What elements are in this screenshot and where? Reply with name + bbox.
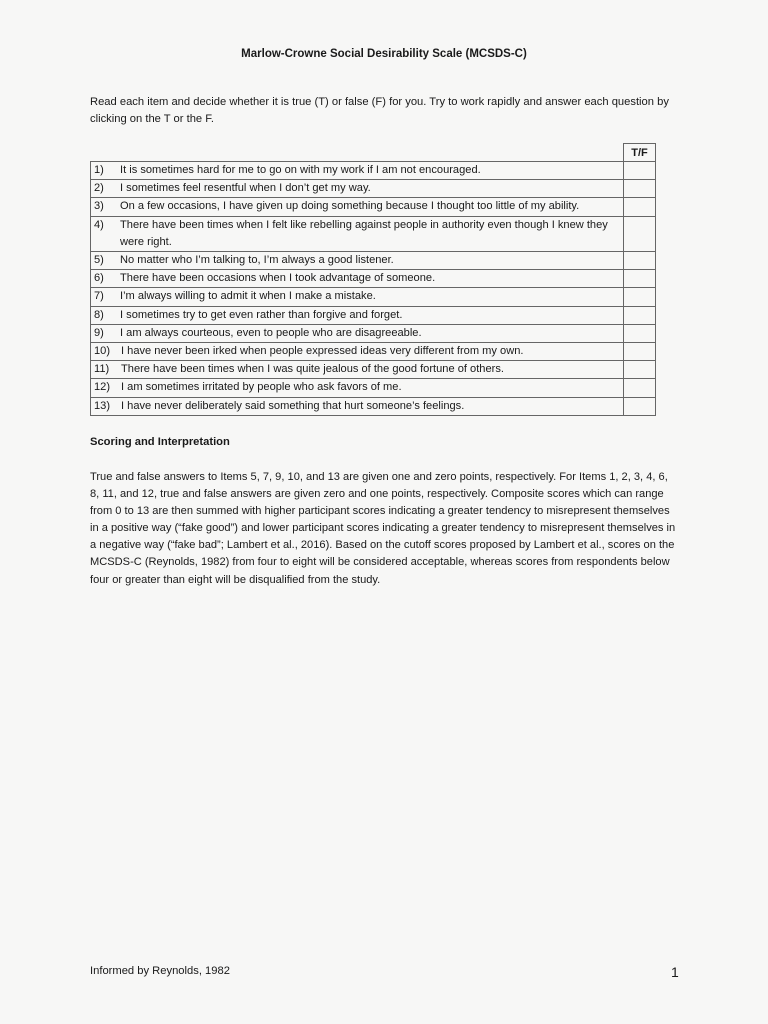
question-text: I sometimes feel resentful when I don’t get my way. xyxy=(120,182,371,195)
question-number: 7) xyxy=(94,290,104,303)
tf-answer-cell[interactable] xyxy=(624,361,656,379)
questionnaire-items xyxy=(91,162,656,416)
question-cell xyxy=(91,288,624,306)
question-text: I have never been irked when people expressed ideas very different from my own. xyxy=(121,345,524,358)
tf-answer-cell[interactable] xyxy=(624,216,656,251)
question-row xyxy=(91,397,656,415)
question-number: 2) xyxy=(94,182,104,195)
question-number: 3) xyxy=(94,200,104,213)
header-spacer xyxy=(91,144,624,162)
question-cell xyxy=(91,324,624,342)
question-row xyxy=(91,343,656,361)
question-text: I am always courteous, even to people who are disagreeable. xyxy=(120,326,422,339)
question-number: 11) xyxy=(94,363,110,376)
question-cell xyxy=(91,379,624,397)
tf-answer-cell[interactable] xyxy=(624,180,656,198)
question-cell xyxy=(91,361,624,379)
tf-answer-cell[interactable] xyxy=(624,397,656,415)
question-number: 4) xyxy=(94,218,104,231)
question-text: There have been occasions when I took advantage of someone. xyxy=(120,272,436,285)
document-title: Marlow-Crowne Social Desirability Scale (MCSDS-C) xyxy=(241,48,527,60)
question-text: No matter who I’m talking to, I’m always a good listener. xyxy=(120,254,394,267)
scoring-heading: Scoring and Interpretation xyxy=(90,436,230,448)
question-number: 6) xyxy=(94,272,104,285)
question-cell xyxy=(91,270,624,288)
question-row xyxy=(91,379,656,397)
question-cell xyxy=(91,343,624,361)
scoring-paragraph: True and false answers to Items 5, 7, 9, 10, and 13 are given one and zero points, respectively. For Items 1, 2, 3, 4, 6, 8, 11, and 12, true and false answers are given zero and one points, respectively. Composite scores which can range from 0 to 13 are then summed with higher participant scores indicating a greater tendency to misrepresent themselves in a positive way (“fake good”) and lower participant scores indicating a greater tendency to misrepresent themselves in a negative way (“fake bad”; Lambert et al., 2016). Based on the cutoff scores proposed by Lambert et al., scores on the MCSDS-C (Reynolds, 1982) from four to eight will be considered acceptable, whereas scores from respondents below four or greater than eight will be disqualified from the study. xyxy=(90,471,676,586)
question-cell xyxy=(91,198,624,216)
footer-source: Informed by Reynolds, 1982 xyxy=(90,965,230,977)
question-row xyxy=(91,324,656,342)
tf-answer-cell[interactable] xyxy=(624,198,656,216)
tf-answer-cell[interactable] xyxy=(624,324,656,342)
tf-column-header: T/F xyxy=(624,144,656,162)
question-number: 12) xyxy=(94,381,111,394)
question-row xyxy=(91,361,656,379)
question-text: I’m always willing to admit it when I make a mistake. xyxy=(120,290,376,303)
tf-answer-cell[interactable] xyxy=(624,306,656,324)
tf-answer-cell[interactable] xyxy=(624,343,656,361)
question-cell xyxy=(91,180,624,198)
table-header-row xyxy=(91,144,656,162)
question-row xyxy=(91,198,656,216)
question-cell xyxy=(91,397,624,415)
question-cell xyxy=(91,252,624,270)
page-number: 1 xyxy=(671,964,679,980)
question-number: 10) xyxy=(94,345,111,358)
instructions-text: Read each item and decide whether it is true (T) or false (F) for you. Try to work rapidly and answer each question by clicking on the T or the F. xyxy=(90,96,669,125)
tf-answer-cell[interactable] xyxy=(624,379,656,397)
question-row xyxy=(91,288,656,306)
question-cell xyxy=(91,216,624,251)
question-cell xyxy=(91,306,624,324)
question-number: 1) xyxy=(94,164,104,176)
question-text: On a few occasions, I have given up doing something because I thought too little of my ability. xyxy=(120,200,580,213)
question-row xyxy=(91,306,656,324)
question-text: There have been times when I felt like rebelling against people in authority even though I knew they were right. xyxy=(120,218,608,248)
question-row xyxy=(91,180,656,198)
question-text: I have never deliberately said something that hurt someone’s feelings. xyxy=(121,399,465,412)
question-text: I am sometimes irritated by people who ask favors of me. xyxy=(121,381,402,394)
question-text: I sometimes try to get even rather than forgive and forget. xyxy=(120,308,403,321)
question-number: 9) xyxy=(94,326,104,339)
question-row xyxy=(91,162,656,180)
tf-answer-cell[interactable] xyxy=(624,270,656,288)
question-cell xyxy=(91,162,624,180)
question-number: 5) xyxy=(94,254,104,267)
question-row xyxy=(91,270,656,288)
question-number: 13) xyxy=(94,399,111,412)
question-row xyxy=(91,216,656,251)
question-text: It is sometimes hard for me to go on with my work if I am not encouraged. xyxy=(120,164,481,176)
question-number: 8) xyxy=(94,308,104,321)
tf-answer-cell[interactable] xyxy=(624,252,656,270)
question-row xyxy=(91,252,656,270)
question-text: There have been times when I was quite jealous of the good fortune of others. xyxy=(121,363,504,376)
tf-answer-cell[interactable] xyxy=(624,288,656,306)
tf-answer-cell[interactable] xyxy=(624,162,656,180)
questionnaire-table xyxy=(90,143,656,416)
